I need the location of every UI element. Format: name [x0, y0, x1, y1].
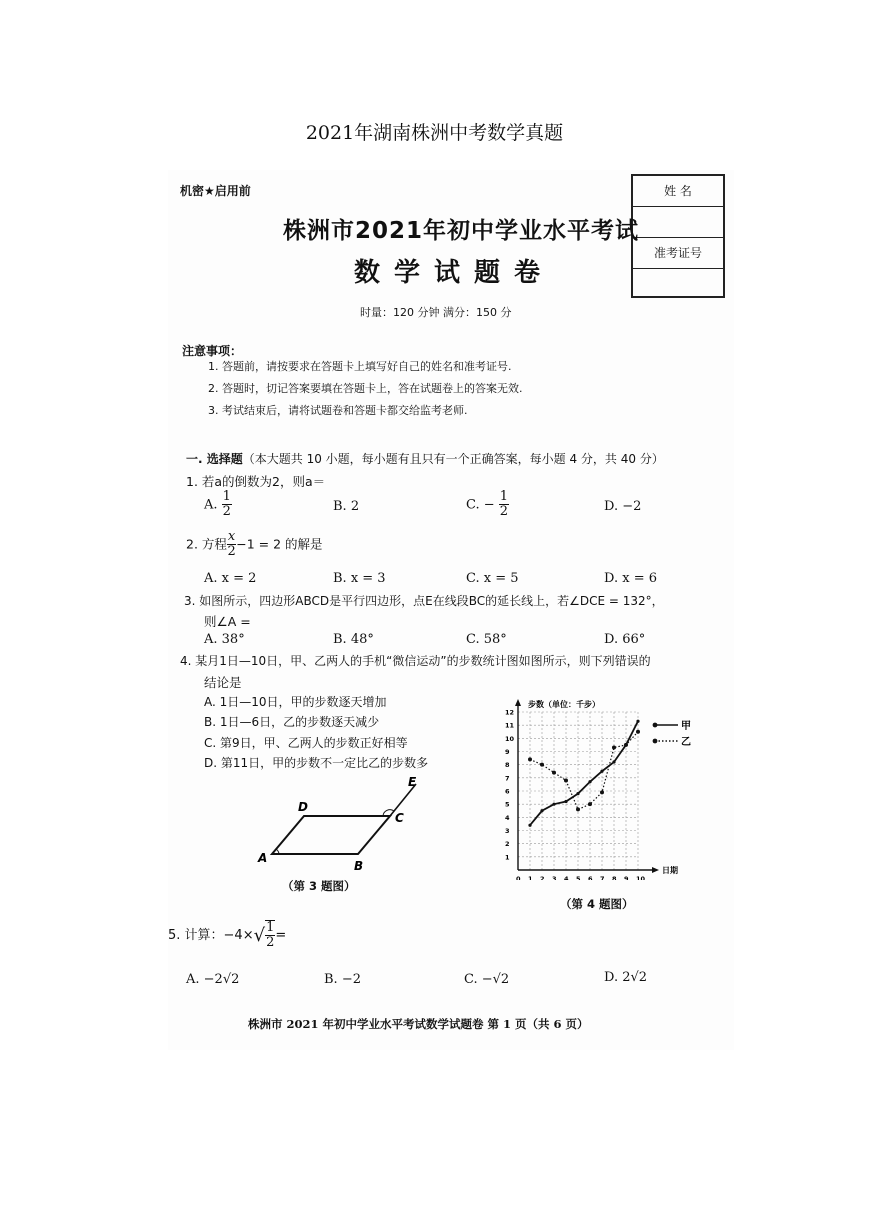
q4-option-c: C. 第9日，甲、乙两人的步数正好相等	[204, 736, 408, 750]
label-b: B	[354, 859, 364, 873]
note-item: 2. 答题时，切记答案要填在答题卡上，答在试题卷上的答案无效.	[208, 382, 523, 395]
q5-option-d: D. 2√2	[604, 970, 648, 985]
x-tick-label: 0	[516, 875, 521, 880]
q2-option-b: B. x = 3	[333, 571, 386, 586]
parallelogram-abcd	[272, 816, 390, 854]
data-point	[552, 803, 555, 806]
y-tick-label: 8	[505, 761, 510, 770]
x-tick-label: 8	[612, 875, 617, 880]
question-3-stem: 3. 如图所示，四边形ABCD是平行四边形，点E在线段BC的延长线上，若∠DCE = 132°，	[184, 594, 664, 608]
q2-option-c: C. x = 5	[466, 571, 519, 586]
x-tick-label: 5	[576, 875, 581, 880]
q3-option-d: D. 66°	[604, 632, 646, 647]
q5-option-a: A. −2√2	[186, 972, 240, 987]
q1-option-c: C. − $\frac{1}{2}$	[466, 489, 509, 520]
fraction: $\frac{1}{2}$	[222, 489, 231, 520]
x-axis-label: 日期	[662, 866, 678, 875]
series-line-2	[530, 732, 638, 810]
page-footer: 株洲市 2021 年初中学业水平考试数学试题卷 第 1 页（共 6 页）	[248, 1017, 589, 1031]
q3-option-c: C. 58°	[466, 632, 507, 647]
question-4-stem: 4. 某月1日—10日，甲、乙两人的手机“微信运动”的步数统计图如图所示，则下列错误的	[180, 654, 651, 668]
paper-title: 数学试题卷	[354, 258, 555, 288]
x-tick-label: 2	[540, 875, 545, 880]
confidential-mark: 机密★启用前	[180, 184, 251, 198]
data-point	[624, 743, 628, 747]
legend-label: 乙	[681, 737, 691, 748]
question-3-stem-cont: 则∠A =	[204, 614, 251, 629]
q1-option-a: A. $\frac{1}{2}$	[204, 489, 231, 520]
y-tick-label: 11	[505, 721, 515, 730]
y-tick-label: 1	[505, 853, 510, 862]
q1-option-d: D. −2	[604, 499, 642, 514]
notes-heading: 注意事项：	[182, 344, 243, 358]
note-item: 3. 考试结束后，请将试题卷和答题卡都交给监考老师.	[208, 404, 468, 417]
data-point	[540, 809, 543, 812]
fraction: $\frac{x}{2}$	[227, 529, 236, 560]
figure-4-caption: （第 4 题图）	[560, 897, 634, 911]
data-point	[600, 770, 603, 773]
figure-3-caption: （第 3 题图）	[282, 879, 356, 893]
x-tick-label: 10	[636, 875, 646, 880]
q3-option-b: B. 48°	[333, 632, 374, 647]
fraction: $\frac{1}{2}$	[266, 920, 275, 951]
data-point	[576, 807, 580, 811]
data-point	[636, 730, 640, 734]
name-label: 姓 名	[633, 176, 723, 207]
x-tick-label: 3	[552, 875, 557, 880]
data-point	[612, 760, 615, 763]
q2-option-a: A. x = 2	[204, 571, 257, 586]
x-tick-label: 9	[624, 875, 629, 880]
scanned-page	[168, 170, 734, 1050]
name-field[interactable]	[633, 207, 723, 238]
data-point	[588, 780, 591, 783]
data-point	[564, 778, 568, 782]
data-point	[528, 757, 532, 761]
q5-option-b: B. −2	[324, 972, 361, 987]
data-point	[540, 763, 544, 767]
y-tick-label: 2	[505, 840, 510, 849]
question-4-stem-cont: 结论是	[204, 675, 242, 690]
legend-label: 甲	[681, 721, 691, 732]
data-point	[576, 792, 579, 795]
q4-option-b: B. 1日—6日，乙的步数逐天减少	[204, 715, 380, 729]
document-title: 2021年湖南株洲中考数学真题	[305, 122, 564, 144]
y-axis-label: 步数（单位：千步）	[528, 700, 600, 709]
data-point	[588, 802, 592, 806]
y-tick-label: 4	[505, 813, 510, 822]
series-line-1	[530, 721, 638, 825]
x-tick-label: 4	[564, 875, 569, 880]
data-point	[600, 790, 604, 794]
section-heading	[186, 450, 664, 467]
question-1-stem: 1. 若a的倒数为2，则a＝	[186, 474, 326, 489]
candidate-info-box	[631, 174, 725, 298]
y-tick-label: 6	[505, 787, 510, 796]
q2-option-d: D. x = 6	[604, 571, 657, 586]
x-tick-label: 6	[588, 875, 593, 880]
exam-id-field[interactable]	[633, 269, 723, 300]
legend-marker	[653, 723, 658, 728]
section-title: 一. 选择题	[186, 452, 243, 466]
y-axis-arrow	[515, 699, 521, 706]
label-a: A	[258, 851, 268, 865]
question-5-stem: 5. 计算：−4×√ $\frac{1}{2}$ =	[168, 920, 287, 951]
q3-option-a: A. 38°	[204, 632, 245, 647]
y-tick-label: 12	[505, 708, 515, 717]
figure-3-parallelogram	[250, 772, 440, 876]
sqrt-sign: √	[253, 924, 266, 946]
q4-option-d: D. 第11日，甲的步数不一定比乙的步数多	[204, 756, 429, 770]
y-tick-label: 3	[505, 827, 510, 835]
data-point	[528, 824, 531, 827]
data-point	[612, 746, 616, 750]
question-2-stem: 2. 方程 $\frac{x}{2}$ −1 = 2 的解是	[186, 529, 323, 560]
label-c: C	[395, 811, 404, 825]
exam-id-label: 准考证号	[633, 238, 723, 269]
legend-marker	[653, 739, 658, 744]
figure-4-step-chart	[500, 688, 710, 880]
exam-title: 株洲市2021年初中学业水平考试	[283, 218, 640, 244]
data-point	[564, 800, 567, 803]
q5-option-c: C. −√2	[464, 972, 510, 987]
x-tick-label: 1	[528, 875, 533, 880]
time-and-score: 时量：120 分钟 满分：150 分	[360, 306, 512, 319]
y-tick-label: 5	[505, 800, 510, 809]
y-tick-label: 7	[505, 774, 510, 783]
y-tick-label: 9	[505, 748, 510, 756]
q4-option-a: A. 1日—10日，甲的步数逐天增加	[204, 695, 387, 709]
data-point	[552, 771, 556, 775]
data-point	[636, 720, 639, 723]
note-item: 1. 答题前，请按要求在答题卡上填写好自己的姓名和准考证号.	[208, 360, 512, 373]
y-tick-label: 10	[505, 734, 515, 743]
fraction: $\frac{1}{2}$	[499, 489, 509, 520]
label-e: E	[408, 775, 417, 789]
section-description: （本大题共 10 小题，每小题有且只有一个正确答案，每小题 4 分，共 40 分）	[242, 452, 664, 466]
label-d: D	[298, 800, 308, 814]
q1-option-b: B. 2	[333, 499, 360, 514]
x-axis-arrow	[652, 867, 659, 873]
x-tick-label: 7	[600, 875, 605, 880]
